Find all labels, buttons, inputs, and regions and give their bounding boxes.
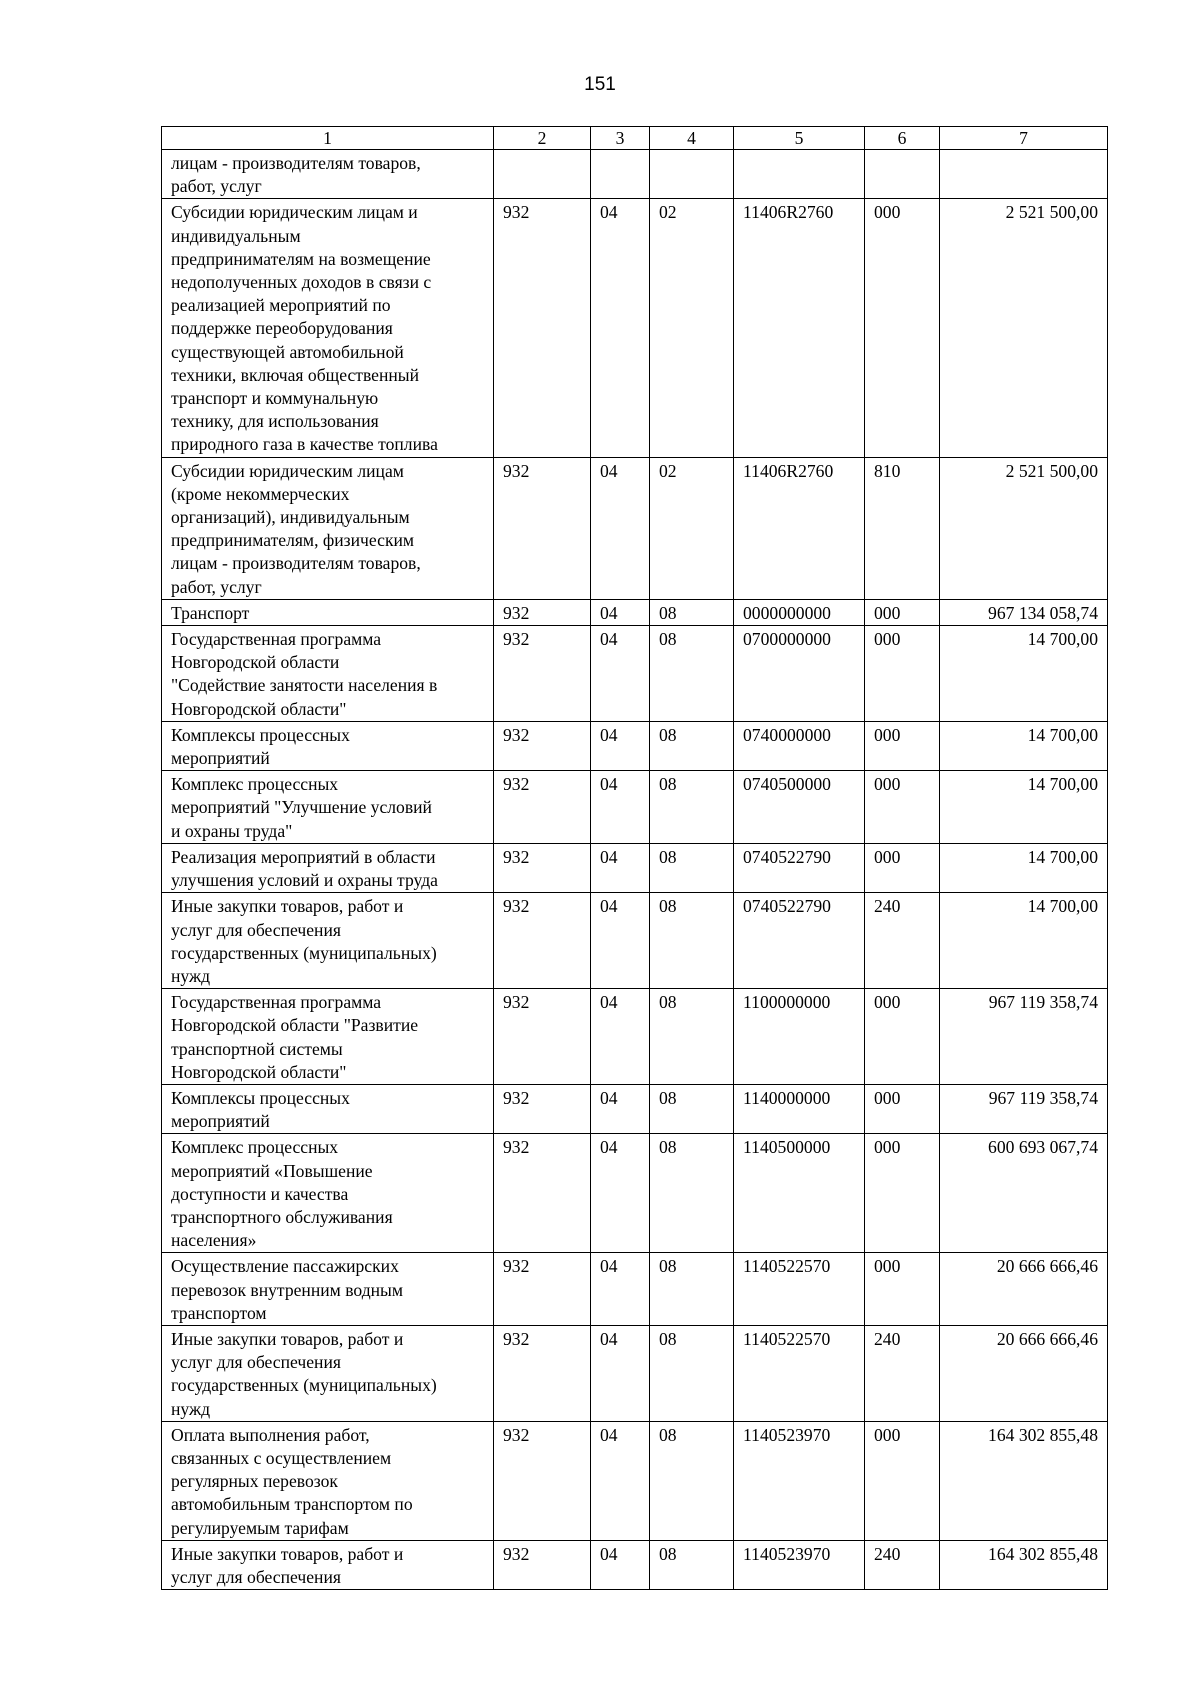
cell-name xyxy=(162,1325,494,1421)
cell-subsection-text: 08 xyxy=(659,846,677,867)
cell-admin-code xyxy=(494,199,591,457)
cell-section xyxy=(591,989,650,1085)
cell-expense-type-text: 000 xyxy=(874,1424,901,1445)
cell-admin-code xyxy=(494,843,591,892)
cell-amount xyxy=(940,771,1108,844)
cell-expense-type-text: 000 xyxy=(874,724,901,745)
cell-subsection-text: 08 xyxy=(659,1137,677,1158)
cell-expense-type-text: 000 xyxy=(874,1256,901,1277)
column-header-3: 3 xyxy=(591,127,650,150)
cell-section-text: 04 xyxy=(600,1424,618,1445)
cell-admin-code xyxy=(494,1540,591,1589)
cell-section-text: 04 xyxy=(600,602,618,623)
cell-expense-type-text: 240 xyxy=(874,896,901,917)
cell-amount-text: 600 693 067,74 xyxy=(988,1137,1098,1158)
cell-expense-type-text: 000 xyxy=(874,1137,901,1158)
cell-target-article xyxy=(734,893,865,989)
cell-target-article xyxy=(734,721,865,770)
cell-subsection xyxy=(650,1084,734,1133)
cell-target-article-text: 1140523970 xyxy=(743,1424,831,1445)
cell-section xyxy=(591,893,650,989)
cell-amount-text: 20 666 666,46 xyxy=(996,1328,1098,1349)
cell-expense-type-text: 000 xyxy=(874,602,901,623)
cell-expense-type xyxy=(865,599,940,625)
cell-name xyxy=(162,626,494,722)
cell-subsection xyxy=(650,150,734,199)
cell-amount-text: 967 119 358,74 xyxy=(988,992,1098,1013)
cell-expense-type xyxy=(865,1084,940,1133)
cell-name-text: Комплексы процессных мероприятий xyxy=(171,1087,350,1132)
cell-admin-code-text: 932 xyxy=(503,1424,530,1445)
cell-target-article xyxy=(734,1134,865,1253)
cell-section xyxy=(591,843,650,892)
cell-subsection-text: 08 xyxy=(659,1543,677,1564)
cell-target-article xyxy=(734,1325,865,1421)
cell-expense-type-text: 000 xyxy=(874,1087,901,1108)
cell-target-article xyxy=(734,599,865,625)
table-row xyxy=(162,199,1108,457)
cell-subsection-text: 08 xyxy=(659,1328,677,1349)
cell-subsection-text: 08 xyxy=(659,774,677,795)
cell-target-article xyxy=(734,150,865,199)
cell-target-article xyxy=(734,1540,865,1589)
cell-amount xyxy=(940,1421,1108,1540)
cell-section-text: 04 xyxy=(600,992,618,1013)
cell-section xyxy=(591,1084,650,1133)
table-row xyxy=(162,1421,1108,1540)
cell-target-article-text: 0740522790 xyxy=(743,896,831,917)
table-row xyxy=(162,599,1108,625)
cell-subsection xyxy=(650,989,734,1085)
cell-admin-code xyxy=(494,893,591,989)
cell-target-article-text: 1140000000 xyxy=(743,1087,831,1108)
table-body xyxy=(162,127,1108,1590)
cell-subsection-text: 08 xyxy=(659,1256,677,1277)
cell-section-text: 04 xyxy=(600,1256,618,1277)
cell-name xyxy=(162,1540,494,1589)
cell-name-text: Государственная программа Новгородской области "Содействие занятости населения в Новгородской области" xyxy=(171,629,438,719)
cell-subsection-text: 08 xyxy=(659,1087,677,1108)
cell-admin-code-text: 932 xyxy=(503,992,530,1013)
cell-section-text: 04 xyxy=(600,774,618,795)
cell-admin-code-text: 932 xyxy=(503,774,530,795)
cell-section-text: 04 xyxy=(600,1328,618,1349)
cell-target-article-text: 0740500000 xyxy=(743,774,831,795)
cell-target-article-text: 0740000000 xyxy=(743,724,831,745)
cell-admin-code xyxy=(494,721,591,770)
cell-admin-code-text: 932 xyxy=(503,202,530,223)
cell-target-article-text: 1140500000 xyxy=(743,1137,831,1158)
cell-name-text: Оплата выполнения работ, связанных с осуществлением регулярных перевозок автомобильным транспортом по регулируемым тарифам xyxy=(171,1424,413,1538)
table-row xyxy=(162,771,1108,844)
cell-section xyxy=(591,199,650,457)
cell-subsection-text: 08 xyxy=(659,1424,677,1445)
cell-section-text: 04 xyxy=(600,846,618,867)
cell-expense-type xyxy=(865,626,940,722)
cell-amount-text: 967 119 358,74 xyxy=(988,1087,1098,1108)
cell-subsection xyxy=(650,1134,734,1253)
table-row xyxy=(162,893,1108,989)
cell-admin-code-text: 932 xyxy=(503,1137,530,1158)
cell-target-article-text: 0000000000 xyxy=(743,602,831,623)
cell-expense-type xyxy=(865,771,940,844)
cell-target-article xyxy=(734,626,865,722)
cell-expense-type xyxy=(865,1325,940,1421)
cell-section xyxy=(591,1253,650,1326)
cell-subsection xyxy=(650,893,734,989)
cell-admin-code-text: 932 xyxy=(503,724,530,745)
cell-admin-code-text: 932 xyxy=(503,1087,530,1108)
cell-expense-type-text: 000 xyxy=(874,992,901,1013)
cell-amount-text: 2 521 500,00 xyxy=(1005,460,1098,481)
cell-section xyxy=(591,150,650,199)
cell-expense-type-text: 000 xyxy=(874,629,901,650)
cell-section xyxy=(591,1325,650,1421)
cell-amount-text: 164 302 855,48 xyxy=(988,1543,1098,1564)
cell-amount xyxy=(940,626,1108,722)
cell-name xyxy=(162,599,494,625)
cell-admin-code xyxy=(494,1421,591,1540)
cell-admin-code-text: 932 xyxy=(503,896,530,917)
cell-amount-text: 14 700,00 xyxy=(1027,629,1098,650)
cell-admin-code xyxy=(494,1325,591,1421)
cell-admin-code xyxy=(494,150,591,199)
cell-subsection xyxy=(650,626,734,722)
table-row xyxy=(162,1253,1108,1326)
cell-section-text: 04 xyxy=(600,1087,618,1108)
cell-expense-type xyxy=(865,1540,940,1589)
cell-target-article xyxy=(734,457,865,599)
cell-admin-code xyxy=(494,457,591,599)
cell-subsection-text: 08 xyxy=(659,629,677,650)
cell-name xyxy=(162,1253,494,1326)
cell-name xyxy=(162,843,494,892)
cell-subsection-text: 08 xyxy=(659,602,677,623)
cell-expense-type xyxy=(865,1421,940,1540)
cell-expense-type xyxy=(865,989,940,1085)
cell-expense-type xyxy=(865,721,940,770)
cell-name xyxy=(162,150,494,199)
cell-target-article xyxy=(734,843,865,892)
cell-section-text: 04 xyxy=(600,460,618,481)
cell-amount xyxy=(940,1134,1108,1253)
cell-section xyxy=(591,1134,650,1253)
cell-amount xyxy=(940,843,1108,892)
cell-section xyxy=(591,457,650,599)
cell-expense-type-text: 000 xyxy=(874,202,901,223)
cell-target-article xyxy=(734,1421,865,1540)
cell-amount xyxy=(940,1084,1108,1133)
cell-amount-text: 2 521 500,00 xyxy=(1005,202,1098,223)
cell-name xyxy=(162,721,494,770)
cell-section-text: 04 xyxy=(600,896,618,917)
cell-section xyxy=(591,721,650,770)
cell-amount-text: 164 302 855,48 xyxy=(988,1424,1098,1445)
table-row xyxy=(162,1134,1108,1253)
cell-subsection xyxy=(650,721,734,770)
cell-amount-text: 14 700,00 xyxy=(1027,724,1098,745)
cell-subsection xyxy=(650,843,734,892)
cell-subsection-text: 08 xyxy=(659,724,677,745)
cell-subsection-text: 08 xyxy=(659,992,677,1013)
cell-admin-code-text: 932 xyxy=(503,846,530,867)
cell-section-text: 04 xyxy=(600,629,618,650)
cell-admin-code-text: 932 xyxy=(503,1328,530,1349)
cell-amount-text: 14 700,00 xyxy=(1027,896,1098,917)
cell-admin-code xyxy=(494,599,591,625)
cell-subsection xyxy=(650,199,734,457)
cell-target-article-text: 11406R2760 xyxy=(743,460,834,481)
cell-amount-text: 967 134 058,74 xyxy=(988,602,1098,623)
cell-section xyxy=(591,771,650,844)
column-header-7: 7 xyxy=(940,127,1108,150)
cell-admin-code xyxy=(494,1134,591,1253)
table-row xyxy=(162,457,1108,599)
column-header-5: 5 xyxy=(734,127,865,150)
cell-section-text: 04 xyxy=(600,724,618,745)
column-header-6: 6 xyxy=(865,127,940,150)
cell-section-text: 04 xyxy=(600,202,618,223)
table-row xyxy=(162,989,1108,1085)
cell-name-text: Иные закупки товаров, работ и услуг для обеспечения xyxy=(171,1543,404,1587)
cell-amount xyxy=(940,1325,1108,1421)
cell-target-article-text: 1100000000 xyxy=(743,992,831,1013)
cell-amount xyxy=(940,989,1108,1085)
cell-admin-code-text: 932 xyxy=(503,1543,530,1564)
cell-subsection xyxy=(650,1325,734,1421)
cell-subsection xyxy=(650,457,734,599)
cell-amount xyxy=(940,1253,1108,1326)
cell-expense-type xyxy=(865,893,940,989)
cell-name xyxy=(162,1084,494,1133)
cell-subsection-text: 08 xyxy=(659,896,677,917)
cell-name-text: Комплекс процессных мероприятий «Повышение доступности и качества транспортного обслуживания населения» xyxy=(171,1137,393,1251)
column-header-1: 1 xyxy=(162,127,494,150)
cell-amount xyxy=(940,893,1108,989)
cell-section xyxy=(591,599,650,625)
cell-target-article-text: 1140522570 xyxy=(743,1256,831,1277)
cell-target-article xyxy=(734,1084,865,1133)
cell-amount-text: 14 700,00 xyxy=(1027,774,1098,795)
cell-admin-code xyxy=(494,1253,591,1326)
cell-name-text: Транспорт xyxy=(171,602,250,623)
cell-expense-type-text: 000 xyxy=(874,846,901,867)
cell-name-text: Осуществление пассажирских перевозок внутренним водным транспортом xyxy=(171,1256,404,1323)
cell-subsection xyxy=(650,1540,734,1589)
cell-admin-code xyxy=(494,771,591,844)
cell-amount xyxy=(940,1540,1108,1589)
cell-name-text: Субсидии юридическим лицам (кроме некоммерческих организаций), индивидуальным предпринимателям, физическим лицам - производителям товаров, работ, услуг xyxy=(171,460,421,597)
cell-target-article xyxy=(734,989,865,1085)
column-header-2: 2 xyxy=(494,127,591,150)
cell-admin-code xyxy=(494,989,591,1085)
cell-amount-text: 14 700,00 xyxy=(1027,846,1098,867)
cell-name xyxy=(162,457,494,599)
cell-name xyxy=(162,771,494,844)
cell-expense-type-text: 240 xyxy=(874,1543,901,1564)
cell-target-article xyxy=(734,771,865,844)
table-row xyxy=(162,1540,1108,1589)
cell-name-text: Иные закупки товаров, работ и услуг для обеспечения государственных (муниципальных) нужд xyxy=(171,1328,437,1419)
table-row xyxy=(162,150,1108,199)
cell-admin-code-text: 932 xyxy=(503,1256,530,1277)
cell-expense-type xyxy=(865,150,940,199)
cell-amount xyxy=(940,199,1108,457)
cell-amount-text: 20 666 666,46 xyxy=(996,1256,1098,1277)
cell-name-text: Субсидии юридическим лицам и индивидуальным предпринимателям на возмещение недополученных доходов в связи с реализацией мероприятий по поддержке переоборудования существующей автомобильной техники, включая общественный транспорт и коммунальную технику, для использования природного газа в качестве топлива xyxy=(171,202,438,455)
table-row xyxy=(162,721,1108,770)
cell-section-text: 04 xyxy=(600,1137,618,1158)
cell-target-article-text: 11406R2760 xyxy=(743,202,834,223)
cell-amount xyxy=(940,150,1108,199)
cell-section-text: 04 xyxy=(600,1543,618,1564)
cell-expense-type xyxy=(865,843,940,892)
cell-expense-type-text: 000 xyxy=(874,774,901,795)
cell-expense-type xyxy=(865,1134,940,1253)
cell-amount xyxy=(940,721,1108,770)
cell-subsection-text: 02 xyxy=(659,202,677,223)
table-row xyxy=(162,1084,1108,1133)
cell-subsection xyxy=(650,1253,734,1326)
cell-target-article xyxy=(734,1253,865,1326)
cell-name-text: Комплексы процессных мероприятий xyxy=(171,724,350,769)
cell-section xyxy=(591,1421,650,1540)
cell-name-text: лицам - производителям товаров, работ, услуг xyxy=(171,153,421,197)
cell-admin-code-text: 932 xyxy=(503,460,530,481)
table-header-row xyxy=(162,127,1108,150)
cell-target-article-text: 0700000000 xyxy=(743,629,831,650)
cell-target-article-text: 1140523970 xyxy=(743,1543,831,1564)
cell-subsection xyxy=(650,599,734,625)
cell-name xyxy=(162,989,494,1085)
cell-amount xyxy=(940,457,1108,599)
cell-name-text: Государственная программа Новгородской области "Развитие транспортной системы Новгородской области" xyxy=(171,992,419,1082)
cell-section xyxy=(591,626,650,722)
budget-table xyxy=(161,126,1108,1590)
cell-target-article-text: 0740522790 xyxy=(743,846,831,867)
table-row xyxy=(162,1325,1108,1421)
cell-subsection xyxy=(650,1421,734,1540)
cell-subsection xyxy=(650,771,734,844)
cell-target-article-text: 1140522570 xyxy=(743,1328,831,1349)
cell-name-text: Комплекс процессных мероприятий "Улучшение условий и охраны труда" xyxy=(171,774,432,841)
cell-name xyxy=(162,893,494,989)
cell-expense-type-text: 240 xyxy=(874,1328,901,1349)
cell-name-text: Иные закупки товаров, работ и услуг для обеспечения государственных (муниципальных) нужд xyxy=(171,896,437,986)
cell-name xyxy=(162,1134,494,1253)
cell-name xyxy=(162,199,494,457)
cell-name xyxy=(162,1421,494,1540)
cell-admin-code xyxy=(494,1084,591,1133)
cell-amount xyxy=(940,599,1108,625)
cell-expense-type xyxy=(865,199,940,457)
cell-target-article xyxy=(734,199,865,457)
cell-name-text: Реализация мероприятий в области улучшения условий и охраны труда xyxy=(171,846,438,891)
cell-admin-code-text: 932 xyxy=(503,629,530,650)
cell-subsection-text: 02 xyxy=(659,460,677,481)
cell-expense-type xyxy=(865,457,940,599)
cell-expense-type xyxy=(865,1253,940,1326)
cell-expense-type-text: 810 xyxy=(874,460,901,481)
cell-admin-code xyxy=(494,626,591,722)
cell-section xyxy=(591,1540,650,1589)
page-number: 151 xyxy=(584,74,616,95)
column-header-4: 4 xyxy=(650,127,734,150)
table-row xyxy=(162,843,1108,892)
table-row xyxy=(162,626,1108,722)
cell-admin-code-text: 932 xyxy=(503,602,530,623)
